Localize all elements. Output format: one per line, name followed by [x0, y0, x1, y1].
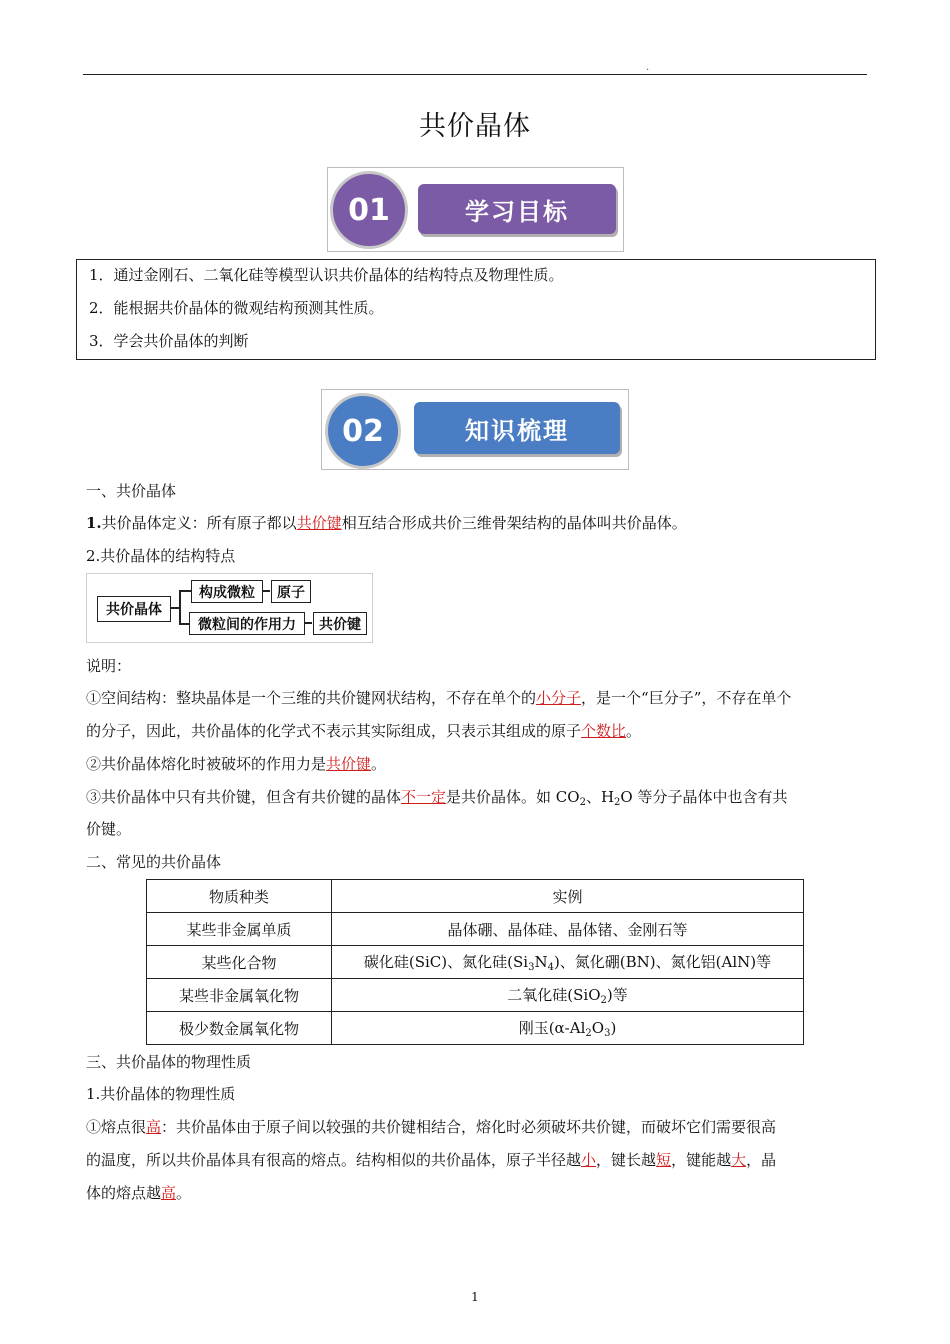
- subscript: 3: [604, 1028, 611, 1039]
- note-heading: 说明：: [86, 657, 132, 675]
- badge-number-circle: 01: [330, 171, 408, 249]
- table-cell: 某些化合物: [147, 946, 332, 979]
- answer-blank: 高: [146, 1118, 162, 1136]
- connector: [179, 623, 189, 625]
- answer-blank: 短: [656, 1151, 672, 1169]
- table-row: [147, 979, 804, 1012]
- section-heading: 三、共价晶体的物理性质: [86, 1053, 252, 1071]
- badge-label-bar: 学习目标: [418, 184, 616, 234]
- table-row: [147, 913, 804, 946]
- answer-blank: 不一定: [401, 788, 447, 806]
- answer-blank: 小: [581, 1151, 597, 1169]
- subscript: 4: [547, 962, 554, 973]
- table-cell: 某些非金属氧化物: [147, 979, 332, 1012]
- goal-item: 1．通过金刚石、二氧化硅等模型认识共价晶体的结构特点及物理性质。: [89, 266, 564, 284]
- header-rule: [83, 74, 867, 75]
- text-run: ③共价晶体中只有共价键，但含有共价键的晶体: [86, 788, 402, 806]
- table-header-row: [147, 880, 804, 913]
- definition-number: 1.: [86, 514, 102, 532]
- subscript: 2: [600, 995, 607, 1006]
- note-line: [86, 753, 386, 774]
- text-run: N: [534, 953, 548, 971]
- text-run: 碳化硅(SiC)、氮化硅(Si: [363, 953, 529, 971]
- sub-heading: 2.共价晶体的结构特点: [86, 547, 236, 565]
- answer-blank: 个数比: [581, 722, 627, 740]
- structure-diagram: [86, 573, 373, 643]
- diagram-branch: 微粒间的作用力: [189, 612, 305, 635]
- text-run: )、氮化硼(BN)、氮化铝(AlN)等: [553, 953, 772, 971]
- note-line: [86, 720, 641, 741]
- note-line: [86, 786, 788, 808]
- subscript: 2: [579, 797, 586, 808]
- table-header: 实例: [332, 880, 804, 913]
- text-run: ，是一个“巨分子”，不存在单个: [581, 689, 792, 707]
- paragraph-line: [86, 1116, 776, 1137]
- text-run: 体的熔点越: [86, 1184, 162, 1202]
- text-run: ，键能越: [671, 1151, 732, 1169]
- table-row: [147, 946, 804, 979]
- answer-blank: 小分子: [536, 689, 582, 707]
- subscript: 2: [614, 797, 621, 808]
- diagram-leaf: 共价键: [313, 612, 367, 635]
- table-row: [147, 1012, 804, 1045]
- subscript: 2: [585, 1028, 592, 1039]
- text-run: 是共价晶体。如 CO: [446, 788, 580, 806]
- text-run: ，键长越: [596, 1151, 657, 1169]
- text-run: ): [610, 1019, 617, 1037]
- paragraph-line: [86, 1149, 776, 1170]
- text-run: )等: [606, 986, 628, 1004]
- badge-knowledge: [321, 389, 629, 470]
- text-run: ①空间结构：整块晶体是一个三维的共价键网状结构，不存在单个的: [86, 689, 537, 707]
- learning-goals-box: [76, 259, 876, 360]
- answer-blank: 共价键: [326, 755, 372, 773]
- header-mark: .: [646, 62, 650, 73]
- section-heading: 一、共价晶体: [86, 482, 177, 500]
- diagram-leaf: 原子: [271, 580, 311, 603]
- section-heading: 二、常见的共价晶体: [86, 853, 222, 871]
- text-run: ：共价晶体由于原子间以较强的共价键相结合，熔化时必须破坏共价键，而破坏它们需要很高: [161, 1118, 777, 1136]
- badge-number-circle: 02: [325, 393, 401, 469]
- text-run: ，晶: [746, 1151, 777, 1169]
- table-cell: 极少数金属氧化物: [147, 1012, 332, 1045]
- text-run: O: [591, 1019, 605, 1037]
- subscript: 3: [528, 962, 535, 973]
- text-run: 二氧化硅(SiO: [507, 986, 601, 1004]
- goal-item: 3．学会共价晶体的判断: [89, 332, 249, 350]
- text-run: 、H: [585, 788, 615, 806]
- arrow: [304, 622, 312, 624]
- connector: [179, 590, 181, 625]
- answer-blank: 大: [731, 1151, 747, 1169]
- text-run: 。: [371, 755, 387, 773]
- diagram-branch: 构成微粒: [191, 580, 263, 603]
- text-run: 。: [176, 1184, 192, 1202]
- crystal-table: [146, 879, 804, 1045]
- sub-heading: 1.共价晶体的物理性质: [86, 1085, 236, 1103]
- note-line: [86, 687, 791, 708]
- arrow: [262, 590, 270, 592]
- page-number: 1: [471, 1290, 479, 1304]
- definition-line: [86, 512, 687, 533]
- table-cell: 晶体硼、晶体硅、晶体锗、金刚石等: [332, 913, 804, 946]
- text-run: O 等分子晶体中也含有共: [620, 788, 788, 806]
- connector: [179, 590, 191, 592]
- text-run: 。: [626, 722, 642, 740]
- table-header: 物质种类: [147, 880, 332, 913]
- table-cell: [332, 946, 804, 979]
- text-run: 共价晶体定义：所有原子都以: [101, 514, 297, 532]
- paragraph-line: [86, 1182, 191, 1203]
- diagram-root: 共价晶体: [97, 596, 171, 622]
- text-run: 的温度，所以共价晶体具有很高的熔点。结构相似的共价晶体，原子半径越: [86, 1151, 582, 1169]
- text-run: ①熔点很: [86, 1118, 147, 1136]
- text-run: 相互结合形成共价三维骨架结构的晶体叫共价晶体。: [341, 514, 687, 532]
- badge-learning-goals: [327, 167, 624, 252]
- text-run: 的分子，因此，共价晶体的化学式不表示其实际组成，只表示其组成的原子: [86, 722, 582, 740]
- table-cell: [332, 1012, 804, 1045]
- text-run: 刚玉(α-Al: [518, 1019, 586, 1037]
- answer-blank: 共价键: [296, 514, 342, 532]
- text-run: ②共价晶体熔化时被破坏的作用力是: [86, 755, 327, 773]
- note-line: 价键。: [86, 820, 132, 838]
- page-title: 共价晶体: [419, 111, 531, 142]
- badge-label-bar: 知识梳理: [414, 402, 620, 454]
- table-cell: [332, 979, 804, 1012]
- table-cell: 某些非金属单质: [147, 913, 332, 946]
- goal-item: 2．能根据共价晶体的微观结构预测其性质。: [89, 299, 384, 317]
- answer-blank: 高: [161, 1184, 177, 1202]
